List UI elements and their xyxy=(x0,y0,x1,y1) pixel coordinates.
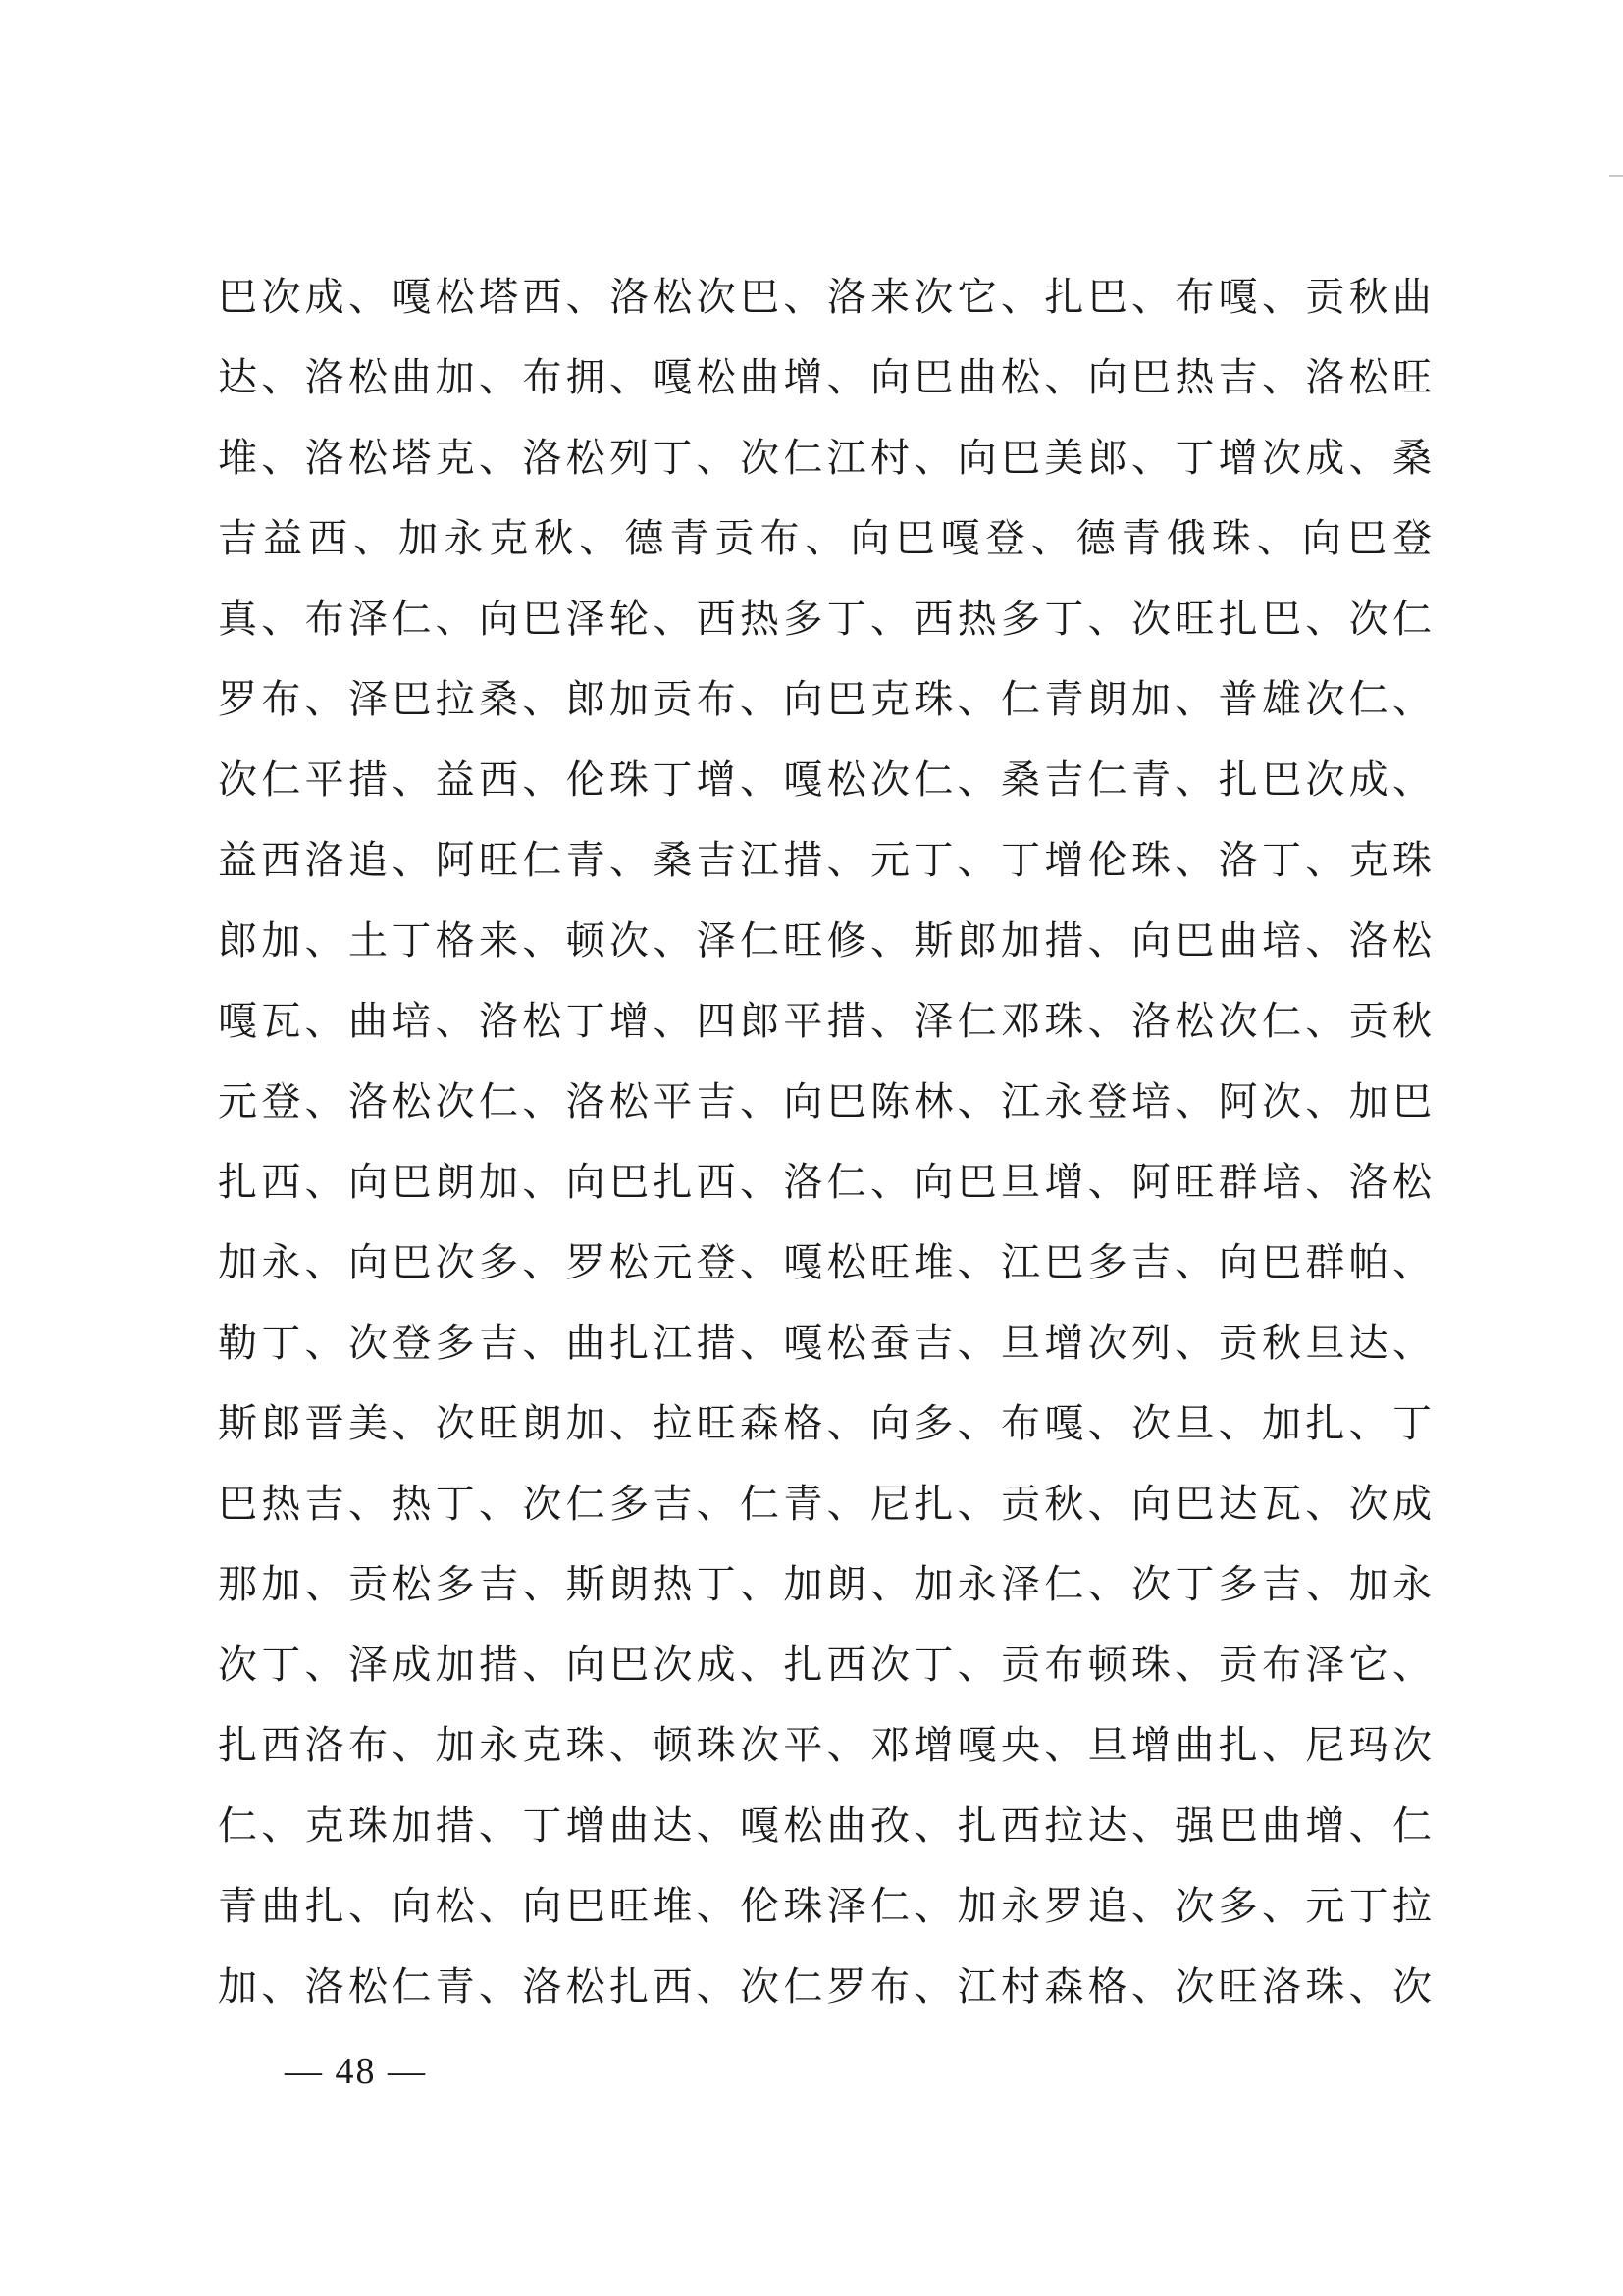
text-line: 元登、洛松次仁、洛松平吉、向巴陈林、江永登培、阿次、加巴 xyxy=(218,1079,1435,1124)
text-line: 扎西洛布、加永克珠、顿珠次平、邓增嘎央、旦增曲扎、尼玛次 xyxy=(218,1723,1435,1768)
text-line: 斯郎晋美、次旺朗加、拉旺森格、向多、布嘎、次旦、加扎、丁 xyxy=(218,1401,1435,1446)
page-number: — 48 — xyxy=(285,2051,427,2092)
text-line: 扎西、向巴朗加、向巴扎西、洛仁、向巴旦增、阿旺群培、洛松 xyxy=(218,1160,1435,1205)
text-line: 青曲扎、向松、向巴旺堆、伦珠泽仁、加永罗追、次多、元丁拉 xyxy=(218,1884,1435,1929)
page-edge-mark xyxy=(1609,175,1623,177)
name-list-body xyxy=(218,257,1435,2027)
text-line: 真、布泽仁、向巴泽轮、西热多丁、西热多丁、次旺扎巴、次仁 xyxy=(218,597,1435,642)
text-line: 巴次成、嘎松塔西、洛松次巴、洛来次它、扎巴、布嘎、贡秋曲 xyxy=(218,275,1435,320)
text-line: 郎加、土丁格来、顿次、泽仁旺修、斯郎加措、向巴曲培、洛松 xyxy=(218,918,1435,964)
text-line: 次丁、泽成加措、向巴次成、扎西次丁、贡布顿珠、贡布泽它、 xyxy=(218,1643,1435,1688)
text-line: 仁、克珠加措、丁增曲达、嘎松曲孜、扎西拉达、强巴曲增、仁 xyxy=(218,1803,1435,1849)
text-line: 益西洛追、阿旺仁青、桑吉江措、元丁、丁增伦珠、洛丁、克珠 xyxy=(218,838,1435,883)
text-line: 巴热吉、热丁、次仁多吉、仁青、尼扎、贡秋、向巴达瓦、次成 xyxy=(218,1482,1435,1527)
text-line: 吉益西、加永克秋、德青贡布、向巴嘎登、德青俄珠、向巴登 xyxy=(218,516,1435,561)
text-line: 达、洛松曲加、布拥、嘎松曲增、向巴曲松、向巴热吉、洛松旺 xyxy=(218,355,1435,400)
text-line: 加、洛松仁青、洛松扎西、次仁罗布、江村森格、次旺洛珠、次 xyxy=(218,1964,1435,2009)
text-line: 罗布、泽巴拉桑、郎加贡布、向巴克珠、仁青朗加、普雄次仁、 xyxy=(218,677,1435,722)
text-line: 勒丁、次登多吉、曲扎江措、嘎松蚕吉、旦增次列、贡秋旦达、 xyxy=(218,1321,1435,1366)
text-line: 堆、洛松塔克、洛松列丁、次仁江村、向巴美郎、丁增次成、桑 xyxy=(218,436,1435,481)
text-line: 嘎瓦、曲培、洛松丁增、四郎平措、泽仁邓珠、洛松次仁、贡秋 xyxy=(218,999,1435,1044)
text-line: 次仁平措、益西、伦珠丁增、嘎松次仁、桑吉仁青、扎巴次成、 xyxy=(218,757,1435,803)
text-line: 那加、贡松多吉、斯朗热丁、加朗、加永泽仁、次丁多吉、加永 xyxy=(218,1562,1435,1607)
text-line: 加永、向巴次多、罗松元登、嘎松旺堆、江巴多吉、向巴群帕、 xyxy=(218,1240,1435,1285)
